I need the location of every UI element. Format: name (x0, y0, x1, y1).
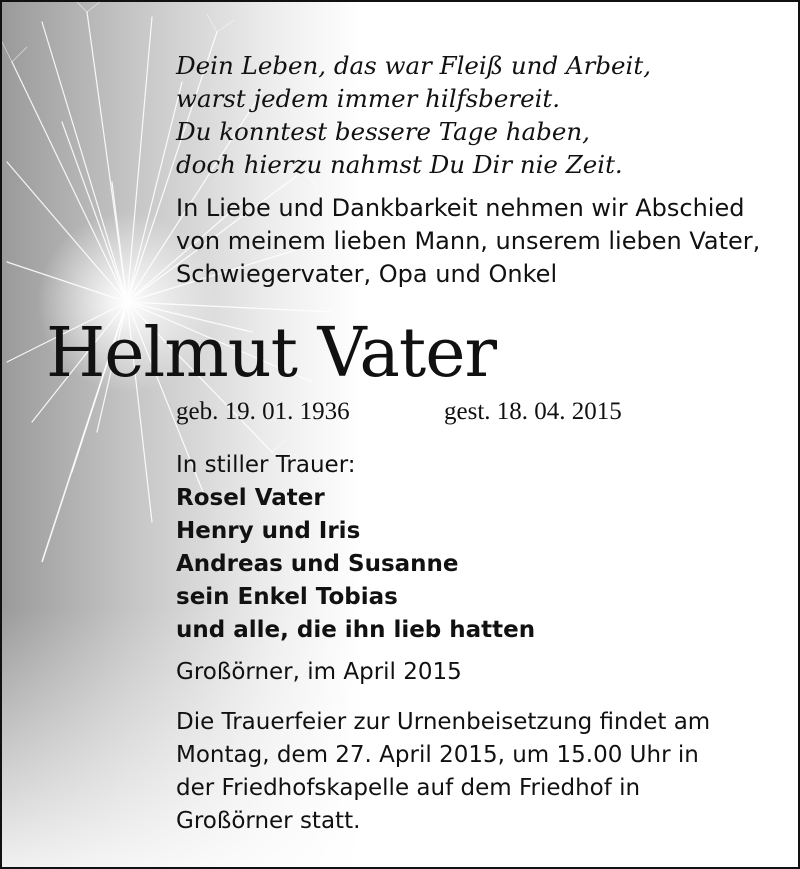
deceased-name: Helmut Vater (46, 314, 496, 393)
funeral-notice (176, 706, 710, 838)
mourners-list (176, 449, 535, 647)
poem-line: Du konntest bessere Tage haben, (176, 117, 590, 146)
intro-line: von meinem lieben Mann, unserem lieben Vater, (176, 227, 761, 255)
mourner-name: Henry und Iris (176, 518, 361, 544)
farewell-intro (176, 192, 760, 291)
mourning-heading: In stiller Trauer: (176, 452, 356, 478)
funeral-line: Die Trauerfeier zur Urnenbeisetzung findet am (176, 709, 711, 735)
mourner-name: Rosel Vater (176, 485, 325, 511)
poem-line: warst jedem immer hilfsbereit. (176, 84, 561, 113)
memorial-poem (176, 49, 651, 181)
life-dates (176, 397, 622, 427)
mourner-name: sein Enkel Tobias (176, 584, 398, 610)
intro-line: In Liebe und Dankbarkeit nehmen wir Abschied (176, 194, 745, 222)
death-date: gest. 18. 04. 2015 (444, 398, 622, 425)
place-and-date: Großörner, im April 2015 (176, 659, 462, 685)
intro-line: Schwiegervater, Opa und Onkel (176, 260, 558, 288)
poem-line: doch hierzu nahmst Du Dir nie Zeit. (176, 150, 623, 179)
mourner-name: und alle, die ihn lieb hatten (176, 617, 536, 643)
funeral-line: Montag, dem 27. April 2015, um 15.00 Uhr in (176, 742, 699, 768)
funeral-line: der Friedhofskapelle auf dem Friedhof in (176, 775, 641, 801)
mourner-name: Andreas und Susanne (176, 551, 459, 577)
funeral-line: Großörner statt. (176, 808, 361, 834)
poem-line: Dein Leben, das war Fleiß und Arbeit, (176, 51, 651, 80)
birth-date: geb. 19. 01. 1936 (176, 398, 350, 425)
